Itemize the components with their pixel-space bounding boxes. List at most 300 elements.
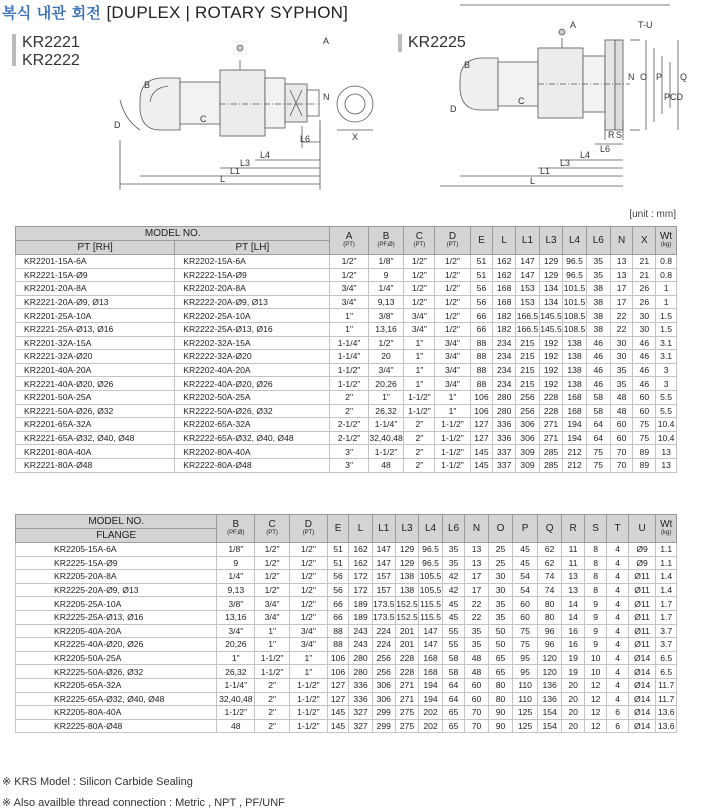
value-cell: 38: [586, 309, 610, 323]
value-cell: 30: [488, 570, 513, 584]
value-cell: 215: [516, 377, 540, 391]
value-cell: 243: [349, 638, 373, 652]
value-cell: 1.5: [656, 309, 677, 323]
value-cell: Ø14: [628, 692, 656, 706]
value-cell: 1-1/2": [435, 431, 470, 445]
header-label: X: [640, 234, 648, 246]
value-cell: 309: [516, 458, 540, 472]
header-label: B: [232, 519, 240, 530]
value-cell: KR2225-40A-Ø20, Ø26: [16, 638, 217, 652]
value-cell: 60: [513, 610, 538, 624]
value-cell: 2": [404, 458, 435, 472]
value-cell: 88: [470, 363, 493, 377]
value-cell: 125: [513, 706, 538, 720]
value-cell: 35: [488, 610, 513, 624]
label-b: B: [464, 60, 471, 70]
value-cell: 46: [586, 336, 610, 350]
table-row: [16, 431, 677, 445]
label-d: D: [114, 120, 121, 130]
label-l3: L3: [240, 158, 251, 168]
value-cell: 1/2": [289, 597, 327, 611]
value-cell: 1": [289, 665, 327, 679]
value-cell: Ø11: [628, 638, 656, 652]
value-cell: 13: [656, 458, 677, 472]
value-cell: KR2205-25A-10A: [16, 597, 217, 611]
value-cell: 280: [349, 665, 373, 679]
value-cell: 75: [513, 638, 538, 652]
label-r: R: [608, 130, 615, 140]
value-cell: 1/2": [435, 268, 470, 282]
value-cell: 95: [513, 665, 538, 679]
value-cell: 6: [607, 719, 628, 733]
value-cell: 127: [470, 431, 493, 445]
table-row: [16, 445, 677, 459]
value-cell: 1/2": [255, 583, 290, 597]
value-cell: 1/2": [435, 282, 470, 296]
value-cell: 1/2": [435, 255, 470, 269]
value-cell: 306: [372, 692, 395, 706]
header-l: [493, 227, 516, 255]
value-cell: 3/4": [289, 638, 327, 652]
value-cell: 129: [395, 543, 419, 557]
label-s: S: [616, 130, 623, 140]
value-cell: 120: [537, 665, 562, 679]
label-n: N: [628, 72, 635, 82]
value-cell: 138: [563, 377, 587, 391]
value-cell: 74: [537, 583, 562, 597]
value-cell: 1.1: [656, 556, 677, 570]
value-cell: 50: [488, 624, 513, 638]
header-n: [465, 515, 489, 543]
value-cell: 192: [539, 350, 562, 364]
value-cell: 136: [537, 692, 562, 706]
value-cell: 172: [349, 570, 373, 584]
label-l3: L3: [560, 158, 571, 168]
value-cell: 80: [537, 610, 562, 624]
header-l4: [563, 227, 587, 255]
header-label: O: [496, 522, 505, 534]
value-cell: 215: [516, 363, 540, 377]
header-label: C: [268, 519, 276, 530]
value-cell: 1: [656, 295, 677, 309]
value-cell: 152.5: [396, 612, 418, 623]
header-d: [435, 227, 470, 255]
value-cell: 3/4": [217, 624, 255, 638]
model-cell: KR2221-20A-Ø9, Ø13: [16, 295, 175, 309]
value-cell: 1": [368, 390, 404, 404]
note-thread-connection: ※ Also availble thread connection : Metric , NPT , PF/UNF: [2, 797, 285, 809]
value-cell: 96.5: [419, 543, 443, 557]
value-cell: 96: [537, 624, 562, 638]
value-cell: 75: [586, 445, 610, 459]
table-row: [16, 390, 677, 404]
header-label: L: [501, 234, 507, 246]
header-label: E: [478, 234, 485, 246]
header-label: L1: [378, 522, 390, 534]
unit-label: [unit : mm]: [629, 209, 676, 220]
value-cell: 154: [537, 706, 562, 720]
value-cell: 4: [607, 665, 628, 679]
header-l3: [395, 515, 419, 543]
value-cell: 88: [470, 336, 493, 350]
header-n: [610, 227, 633, 255]
value-cell: 129: [395, 556, 419, 570]
value-cell: 1/2": [330, 268, 368, 282]
table-row: [16, 570, 677, 584]
header-unit: (PT): [343, 242, 355, 248]
value-cell: 275: [395, 706, 419, 720]
value-cell: 66: [327, 597, 348, 611]
value-cell: 48: [465, 651, 489, 665]
value-cell: 70: [465, 719, 489, 733]
value-cell: Ø11: [628, 583, 656, 597]
header-unit: (kg): [661, 530, 672, 536]
value-cell: 106: [327, 651, 348, 665]
header-label: E: [334, 522, 342, 534]
value-cell: 2": [330, 404, 368, 418]
value-cell: 9: [584, 597, 606, 611]
value-cell: 13: [562, 570, 584, 584]
header-t: [607, 515, 628, 543]
value-cell: 62: [537, 543, 562, 557]
value-cell: 147: [372, 543, 395, 557]
value-cell: KR2205-80A-40A: [16, 706, 217, 720]
value-cell: 16: [562, 638, 584, 652]
header-label: N: [617, 234, 626, 246]
value-cell: 1": [435, 390, 470, 404]
model-cell: KR2202-25A-10A: [175, 309, 330, 323]
header-label: T: [614, 522, 621, 534]
value-cell: 12: [584, 719, 606, 733]
value-cell: 3/4": [255, 610, 290, 624]
value-cell: 105.5: [419, 585, 442, 596]
value-cell: KR2205-65A-32A: [16, 678, 217, 692]
value-cell: 108.5: [563, 324, 586, 335]
header-s: [584, 515, 606, 543]
label-c: C: [200, 114, 207, 124]
value-cell: KR2225-65A-Ø32, Ø40, Ø48: [16, 692, 217, 706]
value-cell: 2": [404, 445, 435, 459]
value-cell: 42: [442, 583, 464, 597]
value-cell: 4: [607, 610, 628, 624]
value-cell: 127: [470, 418, 493, 432]
header-label: P: [521, 522, 529, 534]
value-cell: 38: [586, 295, 610, 309]
label-l6: L6: [300, 134, 311, 144]
label-pcd: PCD: [664, 92, 684, 102]
header-q: [537, 515, 562, 543]
value-cell: 101.5: [563, 297, 586, 308]
drawing-kr2221-kr2222: [80, 30, 400, 210]
label-l: L: [220, 174, 226, 184]
value-cell: 309: [516, 445, 540, 459]
value-cell: 147: [516, 255, 540, 269]
value-cell: 153: [516, 295, 540, 309]
value-cell: 58: [442, 651, 464, 665]
label-l4: L4: [260, 150, 271, 160]
value-cell: 46: [586, 377, 610, 391]
value-cell: 16: [562, 624, 584, 638]
value-cell: KR2205-15A-6A: [16, 543, 217, 557]
value-cell: 285: [539, 458, 562, 472]
value-cell: 299: [372, 706, 395, 720]
value-cell: 4: [607, 651, 628, 665]
value-cell: 1": [289, 651, 327, 665]
value-cell: Ø14: [628, 719, 656, 733]
value-cell: 13: [610, 268, 633, 282]
value-cell: 11.7: [656, 678, 677, 692]
value-cell: 46: [633, 336, 656, 350]
label-l1: L1: [540, 166, 551, 176]
value-cell: 51: [327, 543, 348, 557]
table-row: [16, 322, 677, 336]
table-row: [16, 583, 677, 597]
value-cell: 3.7: [656, 624, 677, 638]
value-cell: 138: [563, 336, 587, 350]
value-cell: 1.4: [656, 570, 677, 584]
model-cell: KR2202-80A-40A: [175, 445, 330, 459]
header-wt: [656, 227, 677, 255]
value-cell: 1": [404, 363, 435, 377]
value-cell: 1/2": [289, 610, 327, 624]
value-cell: 13,16: [368, 322, 404, 336]
value-cell: 147: [372, 556, 395, 570]
value-cell: 96.5: [563, 255, 587, 269]
table-row: [16, 458, 677, 472]
value-cell: 20: [562, 678, 584, 692]
value-cell: 88: [470, 350, 493, 364]
header-label: D: [448, 231, 457, 242]
model-cell: KR2221-65A-Ø32, Ø40, Ø48: [16, 431, 175, 445]
value-cell: 1/2": [289, 543, 327, 557]
value-cell: 336: [349, 678, 373, 692]
value-cell: 1/2": [404, 268, 435, 282]
value-cell: 1/2": [368, 336, 404, 350]
header-label: L3: [401, 522, 413, 534]
value-cell: 215: [516, 336, 540, 350]
value-cell: 1": [255, 638, 290, 652]
value-cell: 19: [562, 665, 584, 679]
value-cell: 30: [610, 336, 633, 350]
value-cell: 1": [217, 651, 255, 665]
value-cell: 12: [584, 706, 606, 720]
model-cell: KR2201-25A-10A: [16, 309, 175, 323]
value-cell: 95: [513, 651, 538, 665]
model-cell: KR2201-15A-6A: [16, 255, 175, 269]
value-cell: 280: [349, 651, 373, 665]
value-cell: 58: [442, 665, 464, 679]
value-cell: 14: [562, 610, 584, 624]
value-cell: 88: [327, 638, 348, 652]
value-cell: 20: [368, 350, 404, 364]
value-cell: 25: [488, 543, 513, 557]
label-a: A: [323, 36, 330, 46]
value-cell: 145: [470, 458, 493, 472]
header-e: [327, 515, 348, 543]
model-cell: KR2202-20A-8A: [175, 282, 330, 296]
table-row: [16, 692, 677, 706]
value-cell: 30: [610, 350, 633, 364]
value-cell: KR2225-20A-Ø9, Ø13: [16, 583, 217, 597]
model-cell: KR2201-20A-8A: [16, 282, 175, 296]
table-row: [16, 350, 677, 364]
value-cell: 30: [633, 309, 656, 323]
value-cell: 3/4": [435, 377, 470, 391]
value-cell: 168: [493, 282, 516, 296]
value-cell: 32,40,48: [369, 433, 403, 444]
value-cell: 234: [493, 377, 516, 391]
value-cell: 88: [470, 377, 493, 391]
value-cell: 1-1/2": [368, 445, 404, 459]
header-label: N: [472, 522, 481, 534]
value-cell: 0.8: [656, 255, 677, 269]
value-cell: Ø14: [628, 706, 656, 720]
value-cell: 48: [465, 665, 489, 679]
model-cell: KR2221-40A-Ø20, Ø26: [16, 377, 175, 391]
value-cell: 1/2": [404, 282, 435, 296]
value-cell: 1-1/2": [217, 706, 255, 720]
label-a: A: [570, 20, 577, 30]
value-cell: 90: [488, 719, 513, 733]
value-cell: 60: [465, 678, 489, 692]
header-label: Q: [545, 522, 554, 534]
value-cell: 58: [586, 404, 610, 418]
value-cell: 162: [349, 543, 373, 557]
value-cell: 35: [442, 543, 464, 557]
value-cell: 1-1/2": [330, 377, 368, 391]
value-cell: 1/2": [330, 255, 368, 269]
model-cell: KR2222-65A-Ø32, Ø40, Ø48: [175, 431, 330, 445]
value-cell: 127: [327, 678, 348, 692]
value-cell: 168: [419, 665, 443, 679]
value-cell: 56: [470, 295, 493, 309]
value-cell: 1-1/4": [330, 350, 368, 364]
value-cell: 1-1/2": [435, 458, 470, 472]
value-cell: Ø14: [628, 678, 656, 692]
value-cell: 3: [656, 377, 677, 391]
value-cell: KR2225-15A-Ø9: [16, 556, 217, 570]
value-cell: 1/2": [255, 556, 290, 570]
value-cell: 13: [656, 445, 677, 459]
value-cell: 56: [327, 583, 348, 597]
value-cell: Ø11: [628, 570, 656, 584]
value-cell: 134: [539, 295, 562, 309]
value-cell: 3/4": [404, 322, 435, 336]
value-cell: 125: [513, 719, 538, 733]
value-cell: 1.1: [656, 543, 677, 557]
value-cell: 8: [584, 570, 606, 584]
value-cell: 8: [584, 543, 606, 557]
value-cell: 1/2": [289, 570, 327, 584]
model-list-left: [22, 34, 80, 70]
model-kr2222: KR2222: [22, 52, 80, 69]
value-cell: 1.4: [656, 583, 677, 597]
value-cell: 0.8: [656, 268, 677, 282]
value-cell: 21: [633, 255, 656, 269]
header-b: [368, 227, 404, 255]
model-no-header: MODEL NO.: [16, 515, 217, 529]
value-cell: 153: [516, 282, 540, 296]
value-cell: 6.5: [656, 665, 677, 679]
value-cell: 46: [633, 350, 656, 364]
value-cell: 101.5: [563, 283, 586, 294]
value-cell: 1/2": [404, 295, 435, 309]
value-cell: 327: [349, 706, 373, 720]
label-p: P: [656, 72, 663, 82]
value-cell: 70: [610, 458, 633, 472]
table-row: [16, 255, 677, 269]
value-cell: 9: [368, 268, 404, 282]
value-cell: 115.5: [420, 612, 441, 623]
value-cell: 96.5: [563, 268, 587, 282]
value-cell: 46: [586, 350, 610, 364]
value-cell: 168: [419, 651, 443, 665]
value-cell: 145: [327, 719, 348, 733]
value-cell: 271: [539, 431, 562, 445]
value-cell: 234: [493, 336, 516, 350]
model-no-header: MODEL NO.: [16, 227, 330, 241]
value-cell: 3.1: [656, 336, 677, 350]
header-o: [488, 515, 513, 543]
value-cell: 162: [349, 556, 373, 570]
model-kr2225: KR2225: [408, 34, 466, 51]
value-cell: 129: [539, 268, 562, 282]
value-cell: 256: [372, 651, 395, 665]
header-label: L1: [521, 234, 534, 246]
value-cell: 3.7: [656, 638, 677, 652]
value-cell: 66: [470, 322, 493, 336]
value-cell: 3/4": [289, 624, 327, 638]
value-cell: 22: [465, 597, 489, 611]
value-cell: 5.5: [656, 404, 677, 418]
value-cell: 35: [610, 377, 633, 391]
value-cell: 13: [610, 255, 633, 269]
value-cell: 60: [610, 431, 633, 445]
value-cell: 256: [516, 390, 540, 404]
value-cell: 17: [610, 282, 633, 296]
value-cell: 3/4": [368, 363, 404, 377]
value-cell: 1-1/2": [289, 719, 327, 733]
value-cell: 2": [255, 678, 290, 692]
value-cell: 228: [395, 651, 419, 665]
value-cell: 20: [562, 692, 584, 706]
value-cell: 60: [610, 418, 633, 432]
value-cell: 64: [442, 678, 464, 692]
value-cell: 89: [633, 445, 656, 459]
header-u: [628, 515, 656, 543]
header-label: L: [357, 522, 364, 534]
value-cell: 145: [470, 445, 493, 459]
value-cell: 228: [539, 404, 562, 418]
value-cell: 32,40,48: [217, 692, 255, 706]
label-c: C: [518, 96, 525, 106]
model-cell: KR2222-80A-Ø48: [175, 458, 330, 472]
model-cell: KR2201-40A-20A: [16, 363, 175, 377]
header-unit: (kg): [660, 242, 672, 248]
value-cell: 80: [537, 597, 562, 611]
value-cell: 202: [419, 719, 443, 733]
table-row: [16, 665, 677, 679]
table-row: [16, 363, 677, 377]
value-cell: 11: [562, 543, 584, 557]
label-t-u: T-U: [638, 20, 653, 30]
value-cell: 1-1/4": [368, 418, 404, 432]
value-cell: 19: [562, 651, 584, 665]
value-cell: 105.5: [419, 571, 442, 582]
value-cell: 51: [327, 556, 348, 570]
value-cell: 166.5: [516, 310, 539, 321]
value-cell: 1-1/2": [404, 390, 435, 404]
